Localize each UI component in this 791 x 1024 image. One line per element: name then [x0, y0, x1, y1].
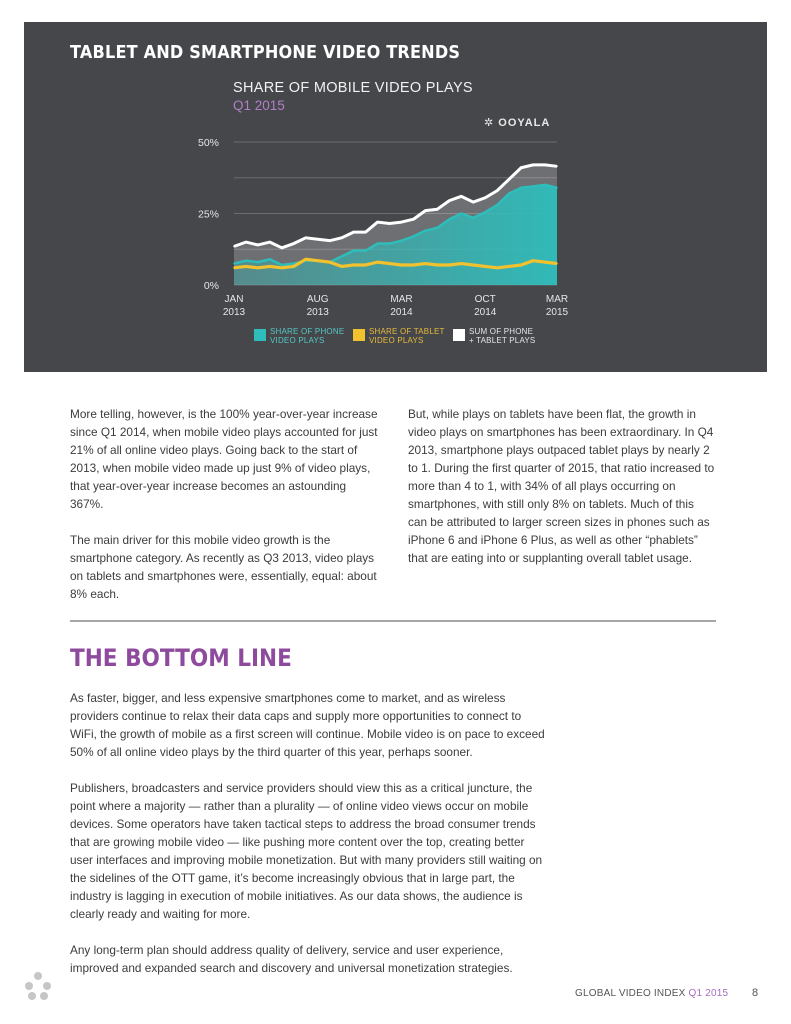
chart-title: SHARE OF MOBILE VIDEO PLAYS	[233, 80, 473, 96]
legend-sum	[453, 327, 549, 345]
sum-point	[556, 166, 558, 168]
tablet-point	[520, 264, 522, 266]
panel-title: TABLET AND SMARTPHONE VIDEO TRENDS	[70, 43, 461, 63]
sum-point	[389, 223, 391, 225]
legend-tablet-swatch	[353, 329, 365, 341]
tablet-point	[472, 264, 474, 266]
tablet-point	[353, 264, 355, 266]
phone-point	[401, 240, 403, 242]
sum-point	[233, 246, 235, 248]
x-tick-label: 2013	[222, 307, 246, 318]
footer-quarter: Q1 2015	[688, 988, 729, 999]
tablet-point	[245, 266, 247, 268]
phone-point	[484, 211, 486, 213]
phone-point	[532, 186, 534, 188]
sum-point	[365, 231, 367, 233]
legend-tablet	[353, 327, 449, 345]
bottom-line-title: THE BOTTOM LINE	[70, 644, 292, 672]
y-tick-label: 50%	[197, 137, 219, 149]
phone-point	[377, 243, 379, 245]
tablet-point	[269, 266, 271, 268]
x-tick-label: 2014	[474, 307, 497, 318]
footer-label	[575, 988, 728, 999]
phone-point	[353, 250, 355, 252]
bottom-paragraph-3: Any long-term plan should address quality of delivery, service and user experience, improved and expanded search and discovery and universal monetization strategies.	[70, 943, 513, 975]
tablet-point	[449, 264, 451, 266]
phone-point	[544, 184, 546, 186]
sum-point	[460, 196, 462, 198]
section-divider	[70, 620, 716, 622]
phone-point	[257, 261, 259, 263]
x-tick-label: 2013	[306, 307, 329, 318]
legend-phone	[254, 327, 350, 345]
sum-point	[520, 167, 522, 169]
right-paragraph-1: But, while plays on tablets have been flat, the growth in video plays on smartphones has been extraordinary. In Q4 2013, smartphone plays outpaced tablet plays by nearly 2 to 1. During the first quarter of 2015, that ratio increased to more than 4 to 1, with 34% of all plays occurring on smartphones, with still only 8% on tablets. Much of this can be attributed to larger screen sizes in phones such as iPhone 6 and iPhone 6 Plus, as well as other “phablets” that are eating into or supplanting overall tablet usage.	[408, 407, 715, 565]
x-tick-label: AUG	[306, 294, 329, 305]
tablet-point	[293, 266, 295, 268]
phone-point	[520, 187, 522, 189]
phone-point	[425, 230, 427, 232]
bottom-line-body	[70, 689, 548, 995]
tablet-point	[437, 264, 439, 266]
tablet-point	[413, 264, 415, 266]
sum-point	[329, 240, 331, 242]
phone-point	[233, 263, 235, 265]
x-tick-label: MAR	[390, 294, 413, 305]
sum-point	[484, 197, 486, 199]
phone-point	[496, 204, 498, 206]
tablet-point	[233, 267, 235, 269]
x-tick-label: 2014	[390, 307, 413, 318]
legend-tablet-label: SHARE OF TABLET VIDEO PLAYS	[369, 327, 445, 345]
phone-point	[245, 260, 247, 262]
right-column	[408, 405, 716, 585]
phone-point	[556, 187, 558, 189]
bottom-paragraph-2: Publishers, broadcasters and service providers should view this as a critical juncture, the point where a majority — rather than a plurality — of online video views occur on mobile devices. Some operators have taken tactical steps to address the broad consumer trends that are growing mobile video — like pushing more content over the top, creating better user interfaces and improving mobile monetization. But with many providers still waiting on the sidelines of the OTT game, it’s become increasingly obvious that in large part, the industry is lagging in execution of mobile initiatives. As our data shows, the audience is clearly ready and waiting for more.	[70, 781, 543, 921]
legend-sum-label: SUM OF PHONE + TABLET PLAYS	[469, 327, 536, 345]
tablet-point	[425, 263, 427, 265]
chart-panel	[24, 22, 767, 372]
tablet-point	[496, 267, 498, 269]
logo-burst-icon: ✲	[484, 117, 495, 129]
tablet-point	[389, 263, 391, 265]
left-paragraph-2: The main driver for this mobile video growth is the smartphone category. As recently as Q3 2013, video plays on tablets and smartphones were, essentially, equal: about 8% each.	[70, 533, 377, 601]
phone-point	[341, 256, 343, 258]
sum-point	[293, 243, 295, 245]
y-tick-label: 25%	[197, 208, 219, 221]
tablet-point	[317, 260, 319, 262]
phone-point	[269, 258, 271, 260]
logo-text: OOYALA	[498, 117, 551, 129]
chart-subtitle: Q1 2015	[233, 98, 285, 113]
sum-point	[245, 241, 247, 243]
chart-series	[233, 164, 558, 285]
tablet-point	[401, 264, 403, 266]
sum-point	[353, 231, 355, 233]
tablet-point	[484, 266, 486, 268]
sum-point	[544, 164, 546, 166]
tablet-point	[556, 263, 558, 265]
sum-point	[317, 238, 319, 240]
sum-point	[496, 190, 498, 192]
tablet-point	[508, 266, 510, 268]
sum-point	[341, 237, 343, 239]
sum-point	[269, 241, 271, 243]
sum-point	[472, 201, 474, 203]
sum-point	[532, 164, 534, 166]
tablet-point	[281, 267, 283, 269]
legend-phone-swatch	[254, 329, 266, 341]
phone-point	[508, 193, 510, 195]
phone-point	[293, 263, 295, 265]
sum-point	[449, 200, 451, 202]
mobile-video-area-chart	[24, 22, 767, 372]
tablet-point	[377, 261, 379, 263]
tablet-point	[532, 260, 534, 262]
y-tick-label: 0%	[203, 280, 219, 292]
legend-sum-swatch	[453, 329, 465, 341]
bottom-paragraph-1: As faster, bigger, and less expensive smartphones come to market, and as wireless providers continue to relax their data caps and supply more opportunities to connect to WiFi, the growth of mobile as a first screen will continue. Mobile video is on pace to exceed 50% of all online video plays by the third quarter of this year, perhaps sooner.	[70, 691, 545, 759]
phone-point	[449, 218, 451, 220]
sum-point	[305, 237, 307, 239]
x-axis-ticks	[223, 294, 569, 318]
x-tick-label: JAN	[224, 294, 244, 305]
phone-point	[389, 243, 391, 245]
tablet-point	[329, 261, 331, 263]
tablet-point	[305, 258, 307, 260]
phone-point	[281, 264, 283, 266]
phone-point	[472, 217, 474, 219]
phone-point	[460, 213, 462, 215]
footer-title: GLOBAL VIDEO INDEX	[575, 988, 686, 999]
phone-point	[413, 236, 415, 238]
tablet-point	[460, 263, 462, 265]
legend-phone-label: SHARE OF PHONE VIDEO PLAYS	[270, 327, 345, 345]
x-tick-label: 2015	[545, 307, 569, 318]
tablet-point	[365, 264, 367, 266]
sum-point	[377, 221, 379, 223]
sum-point	[413, 218, 415, 220]
sum-point	[401, 221, 403, 223]
x-tick-label: OCT	[474, 294, 496, 305]
tablet-point	[257, 267, 259, 269]
ooyala-dots-icon	[24, 972, 52, 1002]
left-column	[70, 405, 382, 621]
y-axis-ticks	[198, 137, 219, 292]
sum-point	[437, 208, 439, 210]
left-paragraph-1: More telling, however, is the 100% year-over-year increase since Q1 2014, when mobile video plays accounted for just 21% of all online video plays. Going back to the start of 2013, when mobile video made up just 9% of video plays, that year-over-year increase becomes an astounding 367%.	[70, 407, 378, 511]
tablet-point	[544, 261, 546, 263]
page-number: 8	[752, 987, 759, 999]
sum-point	[508, 178, 510, 180]
x-tick-label: MAR	[545, 294, 569, 305]
sum-point	[257, 244, 259, 246]
phone-point	[437, 227, 439, 229]
sum-point	[281, 247, 283, 249]
tablet-point	[341, 266, 343, 268]
sum-point	[425, 210, 427, 212]
phone-point	[365, 250, 367, 252]
